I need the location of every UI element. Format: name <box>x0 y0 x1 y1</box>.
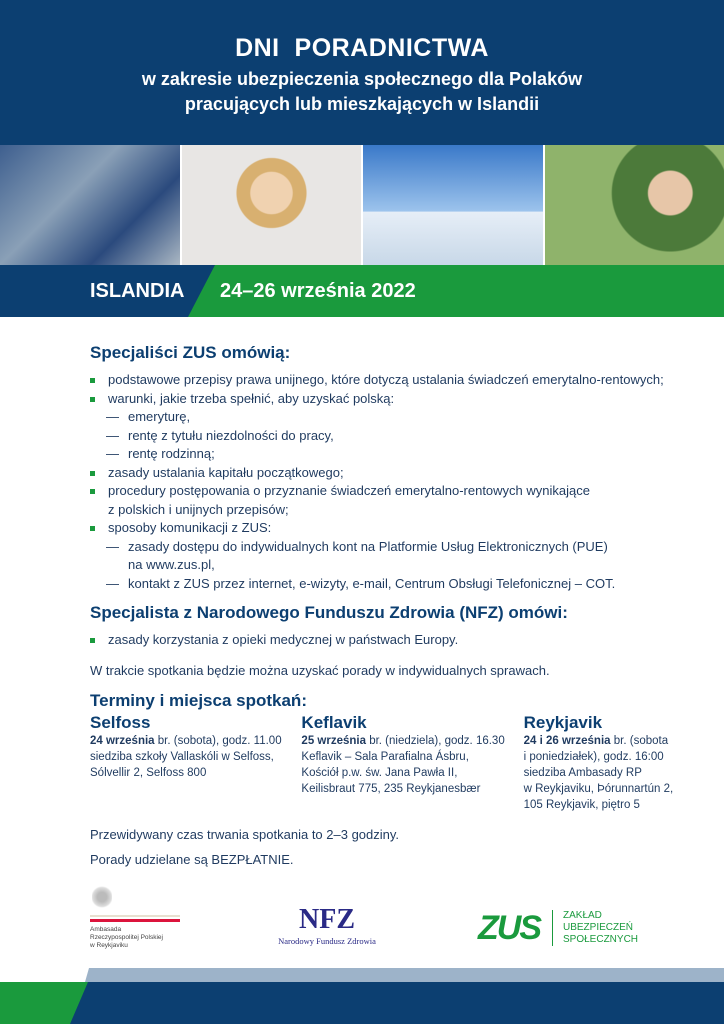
subtitle <box>0 67 724 117</box>
zus-name: UBEZPIECZEŃ <box>563 922 634 933</box>
country-label: ISLANDIA <box>90 280 185 302</box>
zus-list <box>90 371 690 593</box>
meeting-keflavik <box>301 712 523 813</box>
list-item: — rentę z tytułu niezdolności do pracy, <box>90 427 690 446</box>
list-item: warunki, jakie trzeba spełnić, aby uzyskać polską: <box>90 390 690 409</box>
free-note: Porady udzielane są BEZPŁATNIE. <box>90 851 294 867</box>
header <box>0 0 724 145</box>
zus-name: SPOŁECZNYCH <box>563 934 639 945</box>
address-line: 105 Reykjavik, piętro 5 <box>523 798 640 811</box>
dates-label: 24–26 września 2022 <box>220 280 416 302</box>
meetings-heading: Terminy i miejsca spotkań: <box>90 690 307 710</box>
time: br. (sobota <box>610 734 669 747</box>
embassy-text: Rzeczypospolitej Polskiej <box>90 934 163 941</box>
list-item: z polskich i unijnych przepisów; <box>108 501 289 517</box>
nfz-logo <box>272 904 382 946</box>
subtitle-line: w zakresie ubezpieczenia społecznego dla Polaków <box>141 69 583 89</box>
list-item: — emeryturę, <box>90 408 690 427</box>
city: Selfoss <box>90 712 151 732</box>
date: 24 września <box>90 734 155 747</box>
zus-mark: ZUS <box>478 909 540 947</box>
city: Reykjavik <box>523 712 603 732</box>
photo-workers <box>0 145 180 265</box>
list-item: zasady korzystania z opieki medycznej w państwach Europy. <box>90 631 690 650</box>
nfz-mark: NFZ <box>299 904 355 935</box>
address-line: w Reykjaviku, Þórunnartún 2, <box>523 782 674 795</box>
city: Keflavik <box>301 712 367 732</box>
title: DNI PORADNICTWA <box>235 34 489 62</box>
zus-name: ZAKŁAD <box>563 910 602 921</box>
date: 24 i 26 września <box>523 734 611 747</box>
address-line: siedziba Ambasady RP <box>523 766 642 779</box>
address-line: Kościół p.w. św. Jana Pawła II, <box>301 766 458 779</box>
embassy-text: Ambasada <box>90 926 122 933</box>
content <box>90 343 690 867</box>
embassy-text: w Reykjaviku <box>90 942 128 949</box>
time: br. (niedziela), godz. 16.30 <box>366 734 505 747</box>
duration: Przewidywany czas trwania spotkania to 2–3 godziny. <box>90 826 400 842</box>
address-line: i poniedziałek), godz. 16:00 <box>523 750 664 763</box>
zus-heading: Specjaliści ZUS omówią: <box>90 343 291 362</box>
address-line: siedziba szkoły Vallaskóli w Selfoss, <box>90 750 274 763</box>
list-item: procedury postępowania o przyznanie świadczeń emerytalno-rentowych wynikające <box>90 482 690 501</box>
address-line: Sólvellir 2, Selfoss 800 <box>90 766 207 779</box>
date: 25 września <box>301 734 366 747</box>
photo-couple <box>363 145 543 265</box>
note: W trakcie spotkania będzie można uzyskać porady w indywidualnych sprawach. <box>90 662 550 678</box>
list-item: — rentę rodzinną; <box>90 445 690 464</box>
photo-senior <box>545 145 724 265</box>
list-item: — kontakt z ZUS przez internet, e-wizyty, e-mail, Centrum Obsługi Telefonicznej – COT. <box>90 575 690 594</box>
nfz-name: Narodowy Fundusz Zdrowia <box>278 936 376 946</box>
list-item: zasady ustalania kapitału początkowego; <box>90 464 690 483</box>
list-item: — zasady dostępu do indywidualnych kont na Platformie Usług Elektronicznych (PUE) <box>90 538 690 557</box>
photo-woman <box>182 145 362 265</box>
photo-strip <box>0 145 724 265</box>
time: br. (sobota), godz. 11.00 <box>154 734 282 747</box>
logos <box>0 885 724 955</box>
meeting-columns <box>90 712 690 813</box>
meeting-reykjavik <box>523 712 690 813</box>
address-line: Keilisbraut 775, 235 Reykjanesbær <box>301 782 481 795</box>
date-band <box>0 265 724 317</box>
eagle-emblem-icon <box>92 885 112 909</box>
list-item: sposoby komunikacji z ZUS: <box>90 519 690 538</box>
zus-logo <box>478 909 638 947</box>
footer-navy <box>70 982 724 1024</box>
list-item: na www.zus.pl, <box>128 557 215 572</box>
embassy-logo <box>90 885 180 950</box>
address-line: Keflavik – Sala Parafialna Ásbru, <box>301 750 469 763</box>
subtitle-line: pracujących lub mieszkających w Islandii <box>184 94 540 114</box>
meeting-selfoss <box>90 712 301 813</box>
list-item: podstawowe przepisy prawa unijnego, które dotyczą ustalania świadczeń emerytalno-rentowych; <box>90 371 690 390</box>
nfz-heading: Specjalista z Narodowego Funduszu Zdrowia (NFZ) omówi: <box>90 603 568 622</box>
footer-stripe <box>85 968 724 982</box>
